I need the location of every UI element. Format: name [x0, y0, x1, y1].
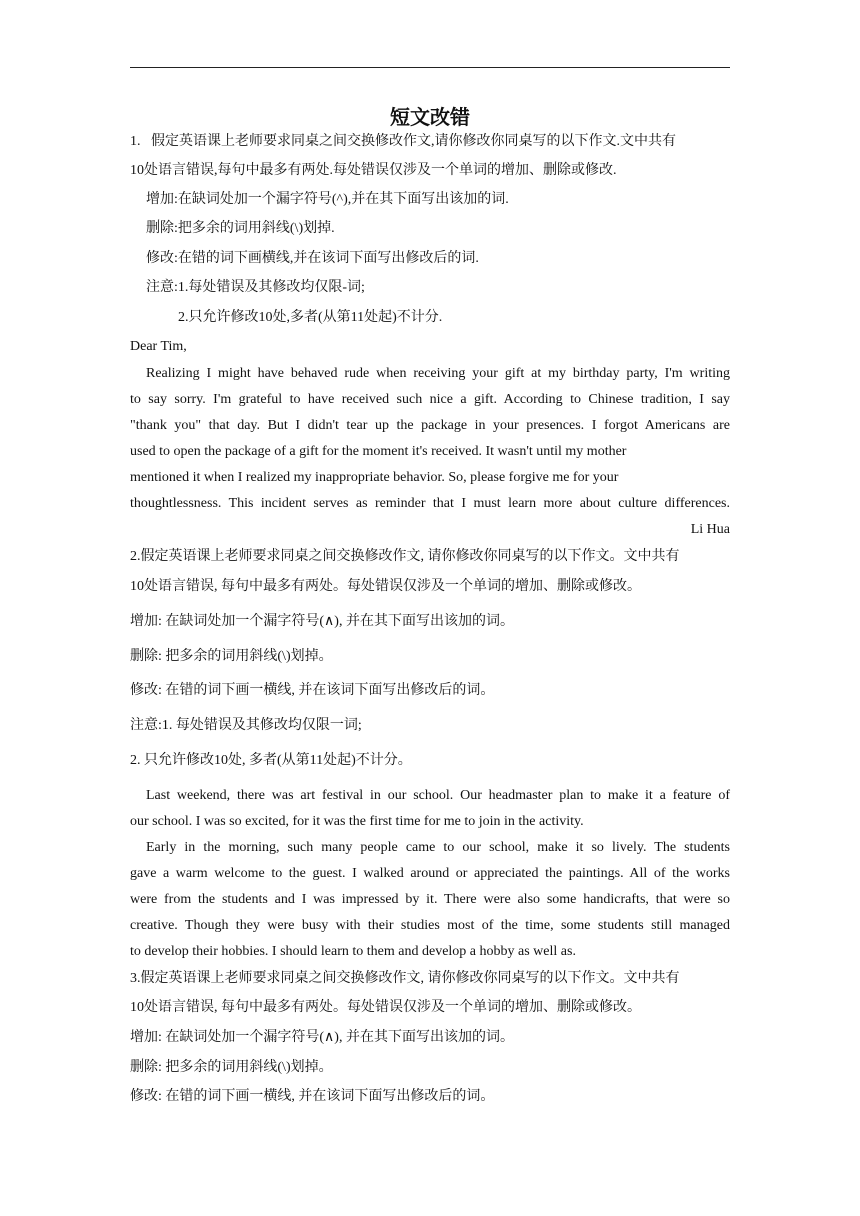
q1-body-line: used to open the package of a gift for the moment it's received. It wasn't until my mother — [130, 444, 627, 459]
q1-instruction-line1: 1. 假定英语课上老师要求同桌之间交换修改作文,请你修改你同桌写的以下作文.文中共有 — [130, 134, 676, 149]
q1-rule-add: 增加:在缺词处加一个漏字符号(^),并在其下面写出该加的词. — [146, 192, 509, 207]
q1-body-line: mentioned it when I realized my inappropriate behavior. So, please forgive me for your — [130, 470, 619, 485]
q3-rule-delete: 删除: 把多余的词用斜线(\)划掉。 — [130, 1060, 333, 1075]
q1-signature: Li Hua — [690, 522, 730, 537]
q2-body-line: Early in the morning, such many people came to our school, make it so lively. The students — [146, 840, 730, 855]
q2-rule-delete: 删除: 把多余的词用斜线(\)划掉。 — [130, 649, 333, 664]
q2-note-1: 注意:1. 每处错误及其修改均仅限一词; — [130, 718, 362, 733]
q1-greeting: Dear Tim, — [130, 339, 187, 354]
q2-body-line: Last weekend, there was art festival in our school. Our headmaster plan to make it a feature of — [146, 788, 730, 803]
header-rule — [130, 67, 730, 68]
q1-instruction-line2: 10处语言错误,每句中最多有两处.每处错误仅涉及一个单词的增加、删除或修改. — [130, 163, 617, 178]
q2-body-line: our school. I was so excited, for it was the first time for me to join in the activity. — [130, 814, 584, 829]
q2-rule-modify: 修改: 在错的词下画一横线, 并在该词下面写出修改后的词。 — [130, 683, 495, 698]
q2-instruction-line2: 10处语言错误, 每句中最多有两处。每处错误仅涉及一个单词的增加、删除或修改。 — [130, 579, 641, 594]
q1-note-2: 2.只允许修改10处,多者(从第11处起)不计分. — [178, 310, 443, 325]
q2-rule-add: 增加: 在缺词处加一个漏字符号(∧), 并在其下面写出该加的词。 — [130, 614, 514, 629]
q1-body-line: "thank you" that day. But I didn't tear up the package in your presences. I forgot Americans are — [130, 418, 730, 433]
q1-rule-modify: 修改:在错的词下画横线,并在该词下面写出修改后的词. — [146, 251, 479, 266]
q1-body-line: Realizing I might have behaved rude when receiving your gift at my birthday party, I'm writing — [146, 366, 730, 381]
q1-body-line: thoughtlessness. This incident serves as reminder that I must learn more about culture differences. — [130, 496, 730, 511]
q3-instruction-line1: 3.假定英语课上老师要求同桌之间交换修改作文, 请你修改你同桌写的以下作文。文中共有 — [130, 971, 680, 986]
q2-instruction-line1: 2.假定英语课上老师要求同桌之间交换修改作文, 请你修改你同桌写的以下作文。文中共有 — [130, 549, 680, 564]
q2-note-2: 2. 只允许修改10处, 多者(从第11处起)不计分。 — [130, 753, 412, 768]
q2-body-line: were from the students and I was impressed by it. There were also some handicrafts, that were so — [130, 892, 730, 907]
q3-rule-modify: 修改: 在错的词下画一横线, 并在该词下面写出修改后的词。 — [130, 1089, 495, 1104]
q2-body-line: to develop their hobbies. I should learn to them and develop a hobby as well as. — [130, 944, 576, 959]
q2-body-line: creative. Though they were busy with their studies most of the time, some students still managed — [130, 918, 730, 933]
q3-rule-add: 增加: 在缺词处加一个漏字符号(∧), 并在其下面写出该加的词。 — [130, 1030, 514, 1045]
q1-rule-delete: 删除:把多余的词用斜线(\)划掉. — [146, 221, 335, 236]
q1-note-1: 注意:1.每处错误及其修改均仅限-词; — [146, 280, 365, 295]
page-title: 短文改错 — [390, 107, 470, 129]
q1-body-line: to say sorry. I'm grateful to have received such nice a gift. According to Chinese tradition, I say — [130, 392, 730, 407]
q3-instruction-line2: 10处语言错误, 每句中最多有两处。每处错误仅涉及一个单词的增加、删除或修改。 — [130, 1000, 641, 1015]
q2-body-line: gave a warm welcome to the guest. I walked around or appreciated the paintings. All of the works — [130, 866, 730, 881]
